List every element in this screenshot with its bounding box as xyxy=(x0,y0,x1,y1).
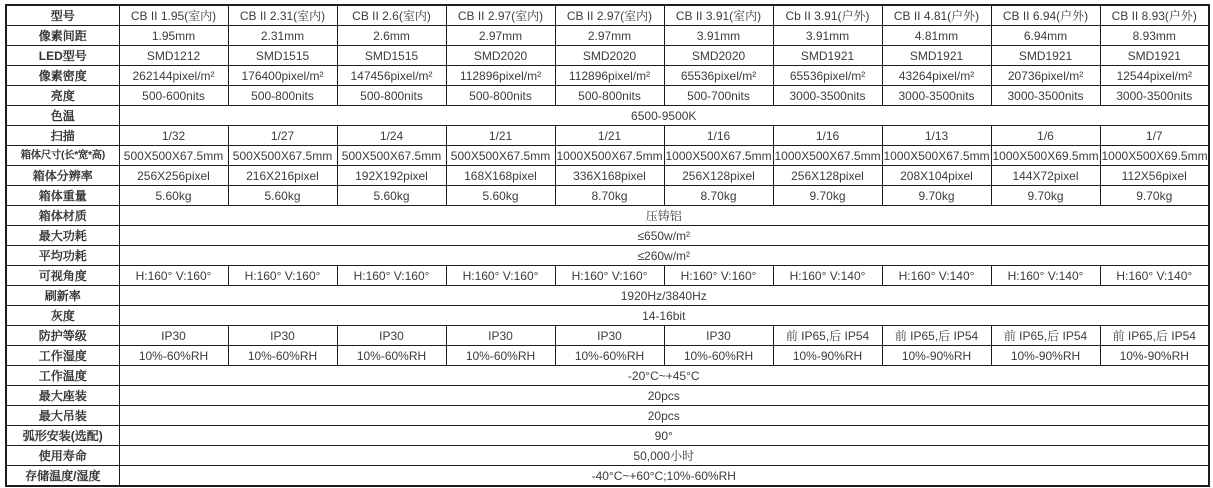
table-row xyxy=(6,406,1209,426)
table-row xyxy=(6,426,1209,446)
value-cell: 256X128pixel xyxy=(664,166,773,186)
row-label: 箱体材质 xyxy=(6,206,119,226)
table-row xyxy=(6,326,1209,346)
row-label: 像素密度 xyxy=(6,66,119,86)
model-header-cell: CB II 4.81(户外) xyxy=(882,5,991,26)
row-label: 最大功耗 xyxy=(6,226,119,246)
value-cell: 1000X500X69.5mm xyxy=(1100,146,1209,166)
value-cell: H:160° V:160° xyxy=(337,266,446,286)
value-cell: IP30 xyxy=(555,326,664,346)
table-row xyxy=(6,146,1209,166)
value-cell: 500-600nits xyxy=(119,86,228,106)
value-cell: 500-800nits xyxy=(446,86,555,106)
value-cell: 1/21 xyxy=(555,126,664,146)
value-cell: 336X168pixel xyxy=(555,166,664,186)
table-row xyxy=(6,366,1209,386)
value-cell: 1/13 xyxy=(882,126,991,146)
row-label: 像素间距 xyxy=(6,26,119,46)
merged-value-cell: 1920Hz/3840Hz xyxy=(119,286,1209,306)
value-cell: H:160° V:160° xyxy=(228,266,337,286)
value-cell: 65536pixel/m² xyxy=(664,66,773,86)
value-cell: 1/32 xyxy=(119,126,228,146)
value-cell: 1000X500X69.5mm xyxy=(991,146,1100,166)
table-row xyxy=(6,306,1209,326)
merged-value-cell: -40°C~+60°C;10%-60%RH xyxy=(119,466,1209,487)
value-cell: 500-700nits xyxy=(664,86,773,106)
row-label: LED型号 xyxy=(6,46,119,66)
row-label: 最大吊装 xyxy=(6,406,119,426)
value-cell: 1/24 xyxy=(337,126,446,146)
value-cell: H:160° V:160° xyxy=(446,266,555,286)
value-cell: 6.94mm xyxy=(991,26,1100,46)
model-header-cell: CB II 8.93(户外) xyxy=(1100,5,1209,26)
row-label: 型号 xyxy=(6,5,119,26)
value-cell: 1000X500X67.5mm xyxy=(664,146,773,166)
table-row xyxy=(6,466,1209,487)
value-cell: 1000X500X67.5mm xyxy=(773,146,882,166)
table-row xyxy=(6,166,1209,186)
value-cell: 256X128pixel xyxy=(773,166,882,186)
value-cell: 144X72pixel xyxy=(991,166,1100,186)
value-cell: 2.97mm xyxy=(446,26,555,46)
row-label: 箱体分辨率 xyxy=(6,166,119,186)
table-row xyxy=(6,186,1209,206)
value-cell: 256X256pixel xyxy=(119,166,228,186)
value-cell: IP30 xyxy=(446,326,555,346)
value-cell: SMD1921 xyxy=(882,46,991,66)
value-cell: 10%-60%RH xyxy=(119,346,228,366)
value-cell: 5.60kg xyxy=(119,186,228,206)
value-cell: SMD1212 xyxy=(119,46,228,66)
table-row xyxy=(6,266,1209,286)
value-cell: 8.70kg xyxy=(555,186,664,206)
value-cell: 10%-90%RH xyxy=(991,346,1100,366)
merged-value-cell: 20pcs xyxy=(119,386,1209,406)
row-label: 扫描 xyxy=(6,126,119,146)
value-cell: 8.93mm xyxy=(1100,26,1209,46)
value-cell: 3.91mm xyxy=(664,26,773,46)
value-cell: 8.70kg xyxy=(664,186,773,206)
value-cell: 前 IP65,后 IP54 xyxy=(1100,326,1209,346)
value-cell: 3000-3500nits xyxy=(773,86,882,106)
table-row xyxy=(6,346,1209,366)
model-header-cell: CB II 2.97(室内) xyxy=(446,5,555,26)
value-cell: 500-800nits xyxy=(555,86,664,106)
value-cell: 1/16 xyxy=(664,126,773,146)
value-cell: IP30 xyxy=(228,326,337,346)
value-cell: 262144pixel/m² xyxy=(119,66,228,86)
value-cell: 10%-60%RH xyxy=(337,346,446,366)
merged-value-cell: 14-16bit xyxy=(119,306,1209,326)
value-cell: 20736pixel/m² xyxy=(991,66,1100,86)
value-cell: 192X192pixel xyxy=(337,166,446,186)
merged-value-cell: 50,000小时 xyxy=(119,446,1209,466)
table-row xyxy=(6,226,1209,246)
value-cell: 500X500X67.5mm xyxy=(228,146,337,166)
model-header-cell: CB II 2.97(室内) xyxy=(555,5,664,26)
value-cell: 1000X500X67.5mm xyxy=(555,146,664,166)
table-row xyxy=(6,446,1209,466)
value-cell: 10%-90%RH xyxy=(882,346,991,366)
value-cell: 5.60kg xyxy=(337,186,446,206)
value-cell: SMD1515 xyxy=(228,46,337,66)
table-row xyxy=(6,5,1209,26)
row-label: 存储温度/湿度 xyxy=(6,466,119,487)
value-cell: 3000-3500nits xyxy=(991,86,1100,106)
value-cell: SMD2020 xyxy=(555,46,664,66)
value-cell: H:160° V:140° xyxy=(1100,266,1209,286)
value-cell: 9.70kg xyxy=(882,186,991,206)
value-cell: 2.97mm xyxy=(555,26,664,46)
spec-table-body xyxy=(6,5,1209,486)
value-cell: 216X216pixel xyxy=(228,166,337,186)
value-cell: 1/21 xyxy=(446,126,555,146)
model-header-cell: Cb II 3.91(户外) xyxy=(773,5,882,26)
row-label: 灰度 xyxy=(6,306,119,326)
value-cell: 2.31mm xyxy=(228,26,337,46)
value-cell: H:160° V:160° xyxy=(119,266,228,286)
row-label: 工作温度 xyxy=(6,366,119,386)
model-header-cell: CB II 2.6(室内) xyxy=(337,5,446,26)
value-cell: 10%-60%RH xyxy=(555,346,664,366)
value-cell: H:160° V:140° xyxy=(773,266,882,286)
spec-table xyxy=(5,4,1210,487)
value-cell: 208X104pixel xyxy=(882,166,991,186)
value-cell: 5.60kg xyxy=(446,186,555,206)
value-cell: SMD2020 xyxy=(664,46,773,66)
row-label: 箱体尺寸(长*宽*高) xyxy=(6,146,119,166)
value-cell: H:160° V:140° xyxy=(882,266,991,286)
value-cell: SMD2020 xyxy=(446,46,555,66)
merged-value-cell: -20°C~+45°C xyxy=(119,366,1209,386)
value-cell: 65536pixel/m² xyxy=(773,66,882,86)
value-cell: 147456pixel/m² xyxy=(337,66,446,86)
table-row xyxy=(6,246,1209,266)
value-cell: 112X56pixel xyxy=(1100,166,1209,186)
value-cell: H:160° V:140° xyxy=(991,266,1100,286)
row-label: 箱体重量 xyxy=(6,186,119,206)
value-cell: 12544pixel/m² xyxy=(1100,66,1209,86)
model-header-cell: CB II 6.94(户外) xyxy=(991,5,1100,26)
value-cell: 9.70kg xyxy=(773,186,882,206)
merged-value-cell: 压铸铝 xyxy=(119,206,1209,226)
value-cell: 500X500X67.5mm xyxy=(446,146,555,166)
value-cell: SMD1515 xyxy=(337,46,446,66)
value-cell: 3000-3500nits xyxy=(882,86,991,106)
value-cell: 10%-60%RH xyxy=(228,346,337,366)
value-cell: IP30 xyxy=(119,326,228,346)
value-cell: 1/16 xyxy=(773,126,882,146)
value-cell: 1.95mm xyxy=(119,26,228,46)
row-label: 刷新率 xyxy=(6,286,119,306)
table-row xyxy=(6,126,1209,146)
model-header-cell: CB II 1.95(室内) xyxy=(119,5,228,26)
value-cell: 10%-60%RH xyxy=(664,346,773,366)
value-cell: 10%-90%RH xyxy=(773,346,882,366)
value-cell: H:160° V:160° xyxy=(555,266,664,286)
value-cell: 4.81mm xyxy=(882,26,991,46)
merged-value-cell: 90° xyxy=(119,426,1209,446)
table-row xyxy=(6,86,1209,106)
value-cell: H:160° V:160° xyxy=(664,266,773,286)
model-header-cell: CB II 3.91(室内) xyxy=(664,5,773,26)
value-cell: 168X168pixel xyxy=(446,166,555,186)
value-cell: 500X500X67.5mm xyxy=(337,146,446,166)
row-label: 亮度 xyxy=(6,86,119,106)
value-cell: 43264pixel/m² xyxy=(882,66,991,86)
merged-value-cell: ≤260w/m² xyxy=(119,246,1209,266)
value-cell: SMD1921 xyxy=(1100,46,1209,66)
row-label: 色温 xyxy=(6,106,119,126)
row-label: 防护等级 xyxy=(6,326,119,346)
row-label: 弧形安装(选配) xyxy=(6,426,119,446)
value-cell: 3000-3500nits xyxy=(1100,86,1209,106)
value-cell: 5.60kg xyxy=(228,186,337,206)
value-cell: 500X500X67.5mm xyxy=(119,146,228,166)
table-row xyxy=(6,386,1209,406)
merged-value-cell: 6500-9500K xyxy=(119,106,1209,126)
table-row xyxy=(6,66,1209,86)
table-row xyxy=(6,26,1209,46)
value-cell: 2.6mm xyxy=(337,26,446,46)
row-label: 最大座装 xyxy=(6,386,119,406)
value-cell: 前 IP65,后 IP54 xyxy=(991,326,1100,346)
value-cell: 112896pixel/m² xyxy=(446,66,555,86)
row-label: 工作湿度 xyxy=(6,346,119,366)
value-cell: 9.70kg xyxy=(1100,186,1209,206)
merged-value-cell: 20pcs xyxy=(119,406,1209,426)
merged-value-cell: ≤650w/m² xyxy=(119,226,1209,246)
table-row xyxy=(6,286,1209,306)
table-row xyxy=(6,46,1209,66)
value-cell: 3.91mm xyxy=(773,26,882,46)
row-label: 平均功耗 xyxy=(6,246,119,266)
table-row xyxy=(6,206,1209,226)
row-label: 使用寿命 xyxy=(6,446,119,466)
value-cell: 176400pixel/m² xyxy=(228,66,337,86)
value-cell: IP30 xyxy=(337,326,446,346)
value-cell: 500-800nits xyxy=(228,86,337,106)
value-cell: 1/7 xyxy=(1100,126,1209,146)
value-cell: SMD1921 xyxy=(991,46,1100,66)
value-cell: 9.70kg xyxy=(991,186,1100,206)
value-cell: 112896pixel/m² xyxy=(555,66,664,86)
value-cell: IP30 xyxy=(664,326,773,346)
value-cell: 1/27 xyxy=(228,126,337,146)
value-cell: 前 IP65,后 IP54 xyxy=(882,326,991,346)
model-header-cell: CB II 2.31(室内) xyxy=(228,5,337,26)
value-cell: 10%-90%RH xyxy=(1100,346,1209,366)
value-cell: 10%-60%RH xyxy=(446,346,555,366)
value-cell: SMD1921 xyxy=(773,46,882,66)
value-cell: 1/6 xyxy=(991,126,1100,146)
table-row xyxy=(6,106,1209,126)
value-cell: 500-800nits xyxy=(337,86,446,106)
value-cell: 前 IP65,后 IP54 xyxy=(773,326,882,346)
value-cell: 1000X500X67.5mm xyxy=(882,146,991,166)
row-label: 可视角度 xyxy=(6,266,119,286)
